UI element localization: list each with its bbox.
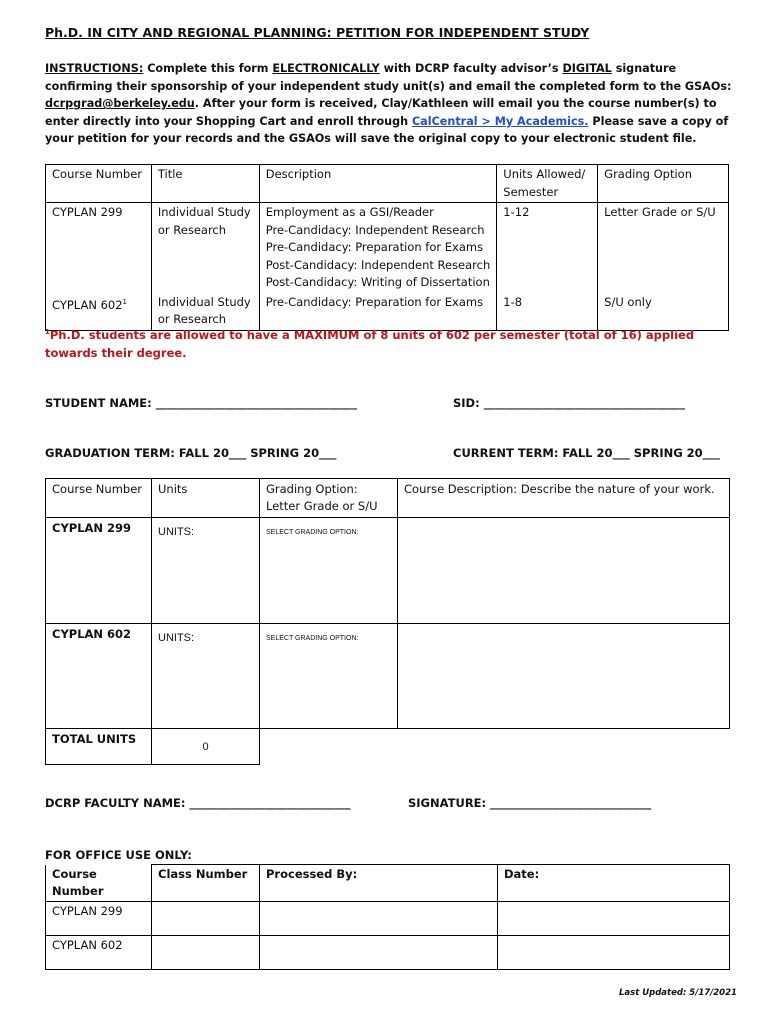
instructions-text: with DCRP faculty advisor’s	[379, 62, 563, 75]
grading-cell: Letter Grade or S/U	[598, 203, 729, 293]
description-line: Employment as a GSI/Reader	[265, 205, 434, 219]
digital-emphasis: DIGITAL	[562, 62, 612, 75]
instructions-text: signature confirming their sponsorship of your independent study unit(s) and email the completed form to the GSAOs:	[45, 62, 732, 93]
table-row	[46, 935, 730, 969]
header-cell: Grading Option	[598, 165, 729, 203]
course-description-input[interactable]	[398, 518, 730, 624]
gsao-email-link[interactable]: dcrpgrad@berkeley.edu	[45, 97, 195, 111]
header-cell: Processed By:	[260, 865, 498, 902]
description-line: Pre-Candidacy: Independent Research	[265, 222, 485, 237]
units-label: UNITS:	[158, 526, 195, 538]
units-input[interactable]	[152, 518, 260, 624]
footnote-mark: 1	[122, 297, 128, 306]
total-units-value	[152, 729, 260, 765]
course-reference-table	[45, 164, 729, 331]
units-cell: 1-8	[497, 293, 598, 331]
office-use-table	[45, 864, 730, 970]
course-cell: CYPLAN 299	[46, 901, 152, 935]
grading-option-placeholder: SELECT GRADING OPTION:	[266, 635, 359, 642]
graduation-term-field[interactable]: GRADUATION TERM: FALL 20___ SPRING 20___	[45, 446, 337, 460]
course-label: CYPLAN 602	[52, 297, 123, 312]
description-line: Post-Candidacy: Independent Research	[265, 257, 491, 272]
title-cell: Individual Study or Research	[151, 293, 259, 331]
sid-field[interactable]: SID: ___________________________________	[453, 396, 685, 410]
student-name-field[interactable]: STUDENT NAME: ___________________________________	[45, 396, 358, 410]
header-cell: Date:	[498, 865, 730, 902]
date-cell	[498, 901, 730, 935]
units-label: UNITS:	[158, 632, 195, 644]
table-header-row	[46, 479, 730, 518]
course-cell: CYPLAN 602	[46, 935, 152, 969]
course-cell: CYPLAN 299	[46, 203, 152, 293]
processed-by-cell	[260, 901, 498, 935]
grading-cell: S/U only	[598, 293, 729, 331]
header-cell: Course Number	[46, 865, 152, 902]
course-cell: CYPLAN 299	[46, 518, 152, 624]
faculty-name-field[interactable]: DCRP FACULTY NAME: ____________________________	[45, 796, 351, 810]
header-cell: Units	[152, 479, 260, 518]
calcentral-link[interactable]: CalCentral > My Academics.	[411, 114, 589, 128]
instructions-label: INSTRUCTIONS:	[45, 62, 144, 75]
page-title: Ph.D. IN CITY AND REGIONAL PLANNING: PETITION FOR INDEPENDENT STUDY	[45, 25, 590, 40]
date-cell	[498, 935, 730, 969]
grading-option-select[interactable]	[260, 624, 398, 729]
title-cell: Individual Study or Research	[151, 203, 259, 293]
course-cell: CYPLAN 602	[46, 624, 152, 729]
total-units-number: 0	[202, 741, 209, 753]
description-line: Pre-Candidacy: Preparation for Exams	[265, 240, 484, 254]
signature-field[interactable]: SIGNATURE: ____________________________	[408, 796, 652, 810]
grading-option-select[interactable]	[260, 518, 398, 624]
electronically-emphasis: ELECTRONICALLY	[272, 62, 380, 75]
table-row	[46, 729, 730, 765]
course-description-input[interactable]	[398, 624, 730, 729]
header-cell: Course Number	[46, 165, 152, 203]
table-row	[46, 203, 729, 293]
table-header-row	[46, 165, 729, 203]
total-units-label: TOTAL UNITS	[46, 729, 152, 765]
class-number-cell	[152, 935, 260, 969]
header-cell: Units Allowed/ Semester	[497, 165, 598, 203]
header-cell: Grading Option: Letter Grade or S/U	[260, 479, 398, 518]
description-cell	[259, 203, 497, 293]
header-cell: Class Number	[152, 865, 260, 902]
header-cell: Course Number	[46, 479, 152, 518]
footnote-mark: 1	[45, 328, 50, 336]
independent-study-entry-table	[45, 478, 730, 765]
header-cell: Course Description: Describe the nature of your work.	[398, 479, 730, 518]
description-line: Pre-Candidacy: Preparation for Exams	[265, 294, 484, 309]
instructions-text: Please save a copy of your petition for your records and the GSAOs will save the original copy to your electronic student file.	[45, 114, 729, 146]
class-number-cell	[152, 901, 260, 935]
units-input[interactable]	[152, 624, 260, 729]
header-cell: Description	[259, 165, 497, 203]
table-row	[46, 624, 730, 729]
grading-option-placeholder: SELECT GRADING OPTION:	[266, 529, 359, 536]
header-cell: Title	[151, 165, 259, 203]
processed-by-cell	[260, 935, 498, 969]
description-line: Post-Candidacy: Writing of Dissertation	[265, 275, 490, 289]
units-cell: 1-12	[497, 203, 598, 293]
instructions-text: . After your form is received, Clay/Kathleen will email you the course number(s) to enter directly into your Shopping Cart and enroll through	[45, 97, 717, 128]
instructions-text: Complete this form	[143, 62, 273, 75]
instructions	[45, 60, 735, 148]
table-header-row	[46, 865, 730, 902]
footnote-text: Ph.D. students are allowed to have a MAXIMUM of 8 units of 602 per semester (total of 16) applied towards their degree.	[45, 327, 695, 360]
last-updated: Last Updated: 5/17/2021	[619, 988, 737, 998]
table-row	[46, 518, 730, 624]
footnote	[45, 323, 735, 362]
current-term-field[interactable]: CURRENT TERM: FALL 20___ SPRING 20___	[453, 446, 720, 460]
office-use-heading: FOR OFFICE USE ONLY:	[45, 848, 192, 862]
table-row	[46, 901, 730, 935]
